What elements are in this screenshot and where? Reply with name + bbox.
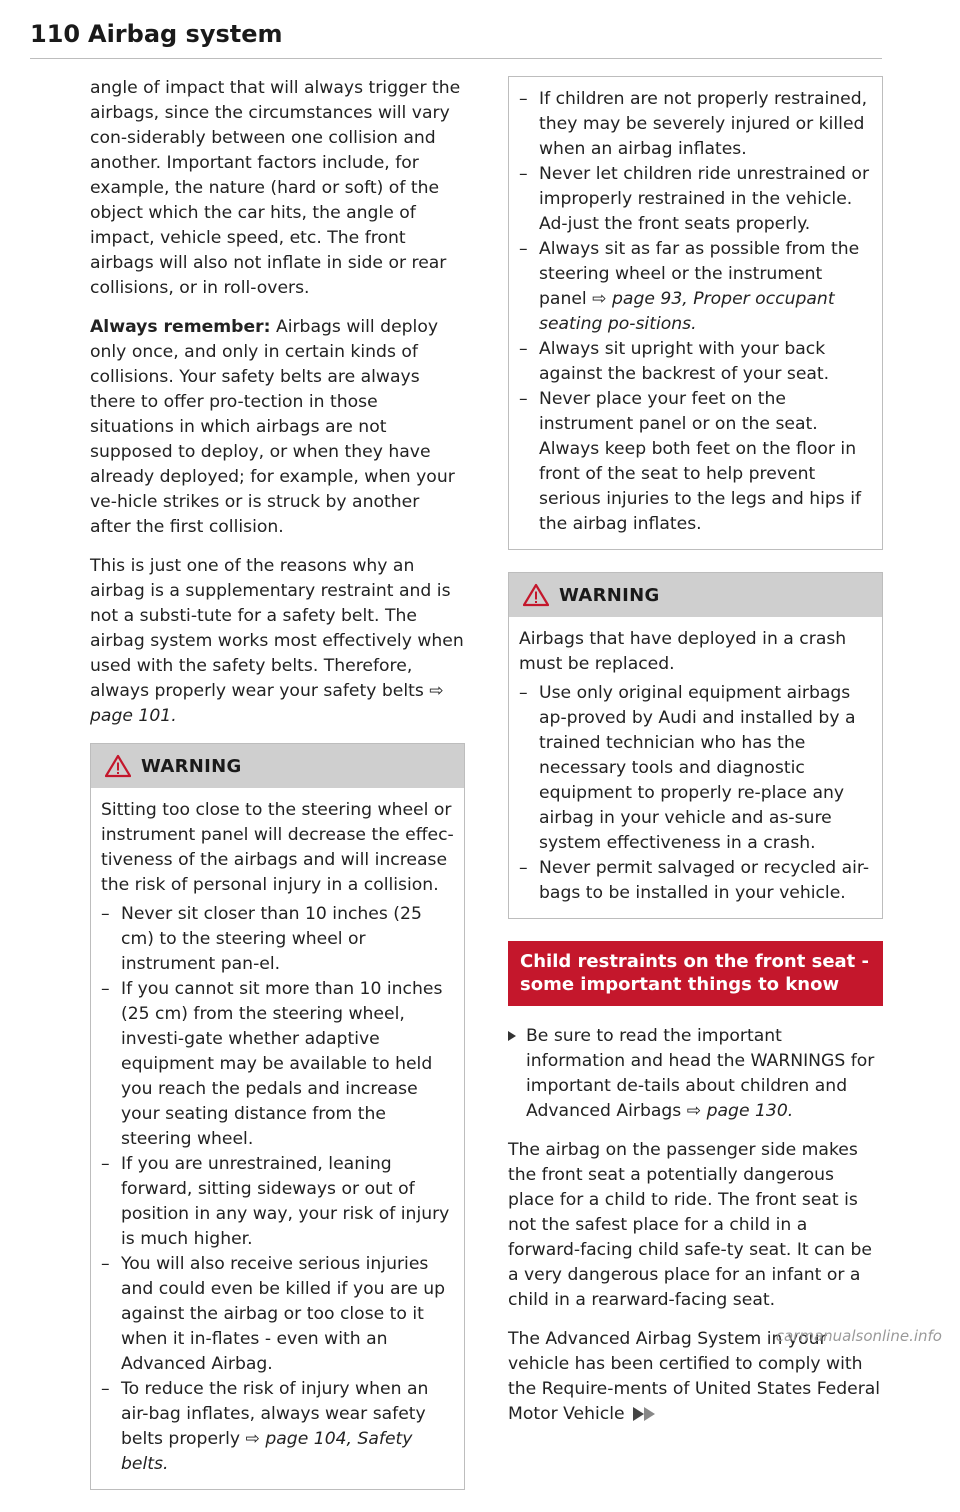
- warning-triangle-icon: [105, 754, 131, 778]
- warning-body: [509, 77, 882, 549]
- continue-arrow-icon: [633, 1407, 644, 1421]
- page-reference-link[interactable]: ⇨ page 93, Proper occupant seating po-sitions.: [539, 289, 835, 334]
- warning-intro: Airbags that have deployed in a crash must be replaced.: [519, 629, 847, 674]
- bold-lead: Always remember:: [90, 317, 271, 337]
- page-reference-link[interactable]: ⇨ page 101.: [90, 681, 444, 726]
- paragraph: angle of impact that will always trigger the airbags, since the circumstances will vary con-siderably between one collision and another. Important factors include, for example, the nature (hard or soft) of the object which the car hits, the angle of impact, vehicle speed, etc. The front airbags will also not inflate in side or rear collisions, or in roll-overs.: [90, 78, 461, 298]
- list-item: – If children are not properly restrained, they may be severely injured or killed when an airbag inflates.: [519, 87, 872, 162]
- warning-box: [508, 572, 883, 919]
- list-item: [101, 1377, 454, 1477]
- warning-body: [91, 788, 464, 1489]
- list-item: – If you are unrestrained, leaning forward, sitting sideways or out of position in any way, your risk of injury is much higher.: [101, 1152, 454, 1252]
- list-item-text: Always sit as far as possible from the steering wheel or the instrument panel: [539, 239, 860, 309]
- bullet-paragraph: [508, 1024, 883, 1124]
- paragraph: The airbag on the passenger side makes the front seat a potentially dangerous place for a child to ride. The front seat is not the safest place for a child in a forward-facing child safe-ty seat. It can be a very dangerous place for an infant or a child in a rearward-facing seat.: [508, 1140, 872, 1310]
- warning-body: [509, 617, 882, 918]
- warning-triangle-icon: [523, 583, 549, 607]
- list-item: – Never sit closer than 10 inches (25 cm) to the steering wheel or instrument pan-el.: [101, 902, 454, 977]
- paragraph-text: The Advanced Airbag System in your vehicle has been certified to comply with the Require-ments of United States Federal Motor Vehicle: [508, 1329, 881, 1424]
- warning-header: [509, 573, 882, 617]
- page-header: [30, 18, 882, 59]
- warning-list: [519, 681, 872, 906]
- warning-header: [91, 744, 464, 788]
- page-title: Airbag system: [88, 20, 283, 48]
- list-item: – Never permit salvaged or recycled air-bags to be installed in your vehicle.: [519, 856, 872, 906]
- triangle-bullet-icon: [508, 1031, 516, 1041]
- section-title: Child restraints on the front seat - some important things to know: [508, 941, 883, 1006]
- list-item: [519, 237, 872, 337]
- warning-label: WARNING: [559, 584, 660, 606]
- warning-continuation-box: [508, 76, 883, 550]
- left-column: [90, 76, 465, 1512]
- warning-list: [101, 902, 454, 1477]
- list-item: – Never place your feet on the instrument panel or on the seat. Always keep both feet on the floor in front of the seat to help prevent serious injuries to the legs and hips if the airbag inflates.: [519, 387, 872, 537]
- page-reference-link[interactable]: ⇨ page 130.: [686, 1101, 794, 1121]
- right-column: [508, 76, 883, 1441]
- watermark: carmanualsonline.info: [775, 1327, 942, 1345]
- page-number: 110: [30, 20, 81, 48]
- paragraph: [90, 554, 465, 729]
- list-item: – Never let children ride unrestrained or improperly restrained in the vehicle. Ad-just the front seats properly.: [519, 162, 872, 237]
- page-reference-link[interactable]: ⇨ page 104, Safety belts.: [121, 1429, 413, 1474]
- list-item-text: To reduce the risk of injury when an air-bag inflates, always wear safety belts properly: [121, 1379, 429, 1449]
- warning-box: [90, 743, 465, 1490]
- paragraph: [90, 315, 465, 540]
- continue-arrow-icon: [644, 1407, 655, 1421]
- list-item: – If you cannot sit more than 10 inches (25 cm) from the steering wheel, investi-gate whether adaptive equipment may be available to held you reach the pedals and increase your seating distance from the steering wheel.: [101, 977, 454, 1152]
- list-item: – Always sit upright with your back against the backrest of your seat.: [519, 337, 872, 387]
- paragraph-text: Airbags will deploy only once, and only in certain kinds of collisions. Your safety belts are always there to offer pro-tection in those situations in which airbags are not supposed to deploy, or when they have already deployed; for example, when your ve-hicle strikes or is struck by another after the first collision.: [90, 317, 455, 537]
- warning-list: [519, 87, 872, 537]
- warning-label: WARNING: [141, 755, 242, 777]
- list-item: – You will also receive serious injuries and could even be killed if you are up against the airbag or too close to it when it in-flates - even with an Advanced Airbag.: [101, 1252, 454, 1377]
- warning-intro: Sitting too close to the steering wheel or instrument panel will decrease the effec-tiveness of the airbags and will increase the risk of personal injury in a collision.: [101, 800, 454, 895]
- list-item: – Use only original equipment airbags ap-proved by Audi and installed by a trained technician who has the necessary tools and diagnostic equipment to properly re-place any airbag in your vehicle and as-sure system effectiveness in a crash.: [519, 681, 872, 856]
- paragraph-text: This is just one of the reasons why an airbag is a supplementary restraint and is not a substi-tute for a safety belt. The airbag system works most effectively when used with the safety belts. Therefore, always properly wear your safety belts: [90, 556, 464, 701]
- bullet-text: Be sure to read the important information and head the WARNINGS for important de-tails about children and Advanced Airbags: [526, 1026, 875, 1121]
